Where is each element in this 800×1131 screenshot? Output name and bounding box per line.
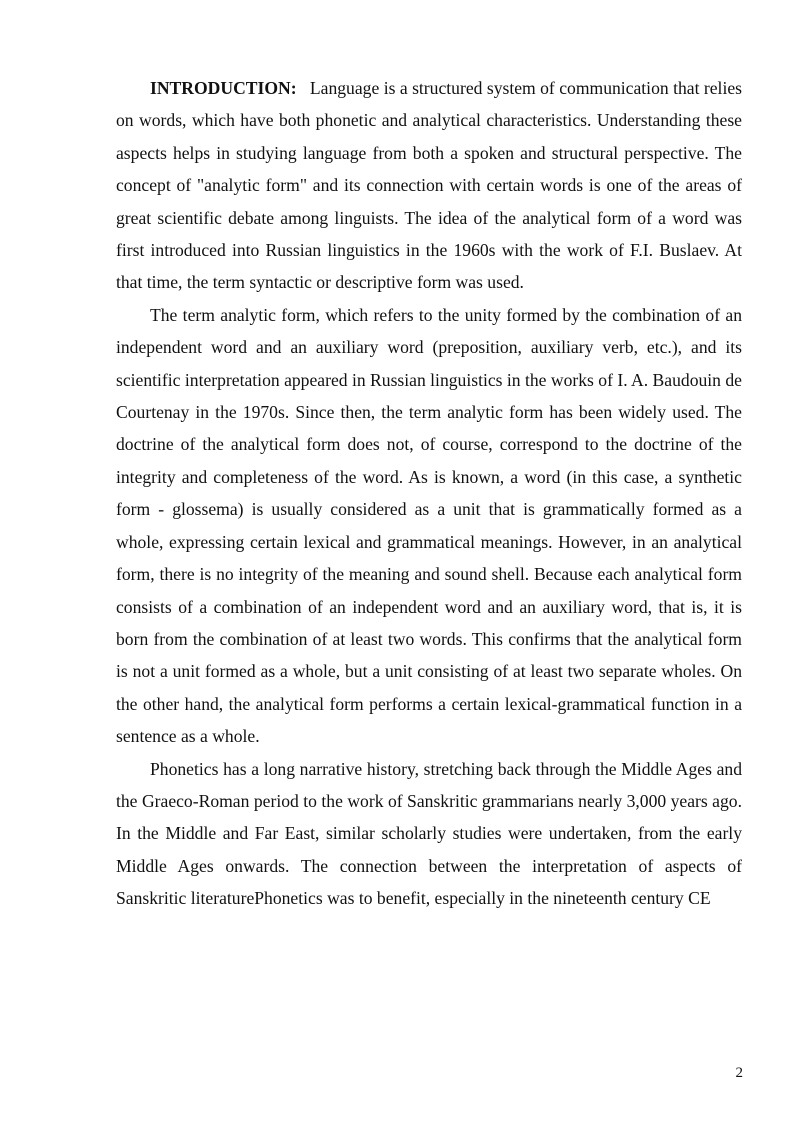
document-page (116, 72, 742, 915)
phonetics-history-paragraph: Phonetics has a long narrative history, stretching back through the Middle Ages and the Graeco-Roman period to the work of Sanskritic grammarians nearly 3,000 years ago. In the Middle and Far East, similar scholarly studies were undertaken, from the early Middle Ages onwards. The connection between the interpretation of aspects of Sanskritic literaturePhonetics was to benefit, especially in the nineteenth century CE (116, 758, 742, 909)
introduction-heading: INTRODUCTION: (150, 78, 297, 98)
introduction-text: Language is a structured system of communication that relies on words, which have both phonetic and analytical characteristics. Understanding these aspects helps in studying language from both a spoken and structural perspective. The concept of "analytic form" and its connection with certain words is one of the areas of great scientific debate among linguists. The idea of the analytical form of a word was first introduced into Russian linguistics in the 1960s with the work of F.I. Buslaev. At that time, the term syntactic or descriptive form was used. (116, 78, 742, 293)
analytic-form-paragraph: The term analytic form, which refers to the unity formed by the combination of an independent word and an auxiliary word (preposition, auxiliary verb, etc.), and its scientific interpretation appeared in Russian linguistics in the works of I. A. Baudouin de Courtenay in the 1970s. Since then, the term analytic form has been widely used. The doctrine of the analytical form does not, of course, correspond to the doctrine of the integrity and completeness of the word. As is known, a word (in this case, a synthetic form - glossema) is usually considered as a unit that is grammatically formed as a whole, expressing certain lexical and grammatical meanings. However, in an analytical form, there is no integrity of the meaning and sound shell. Because each analytical form consists of a combination of an independent word and an auxiliary word, that is, it is born from the combination of at least two words. This confirms that the analytical form is not a unit formed as a whole, but a unit consisting of at least two separate wholes. On the other hand, the analytical form performs a certain lexical-grammatical function in a sentence as a whole. (116, 304, 742, 747)
introduction-paragraph (116, 72, 742, 299)
page-number: 2 (735, 1065, 743, 1081)
